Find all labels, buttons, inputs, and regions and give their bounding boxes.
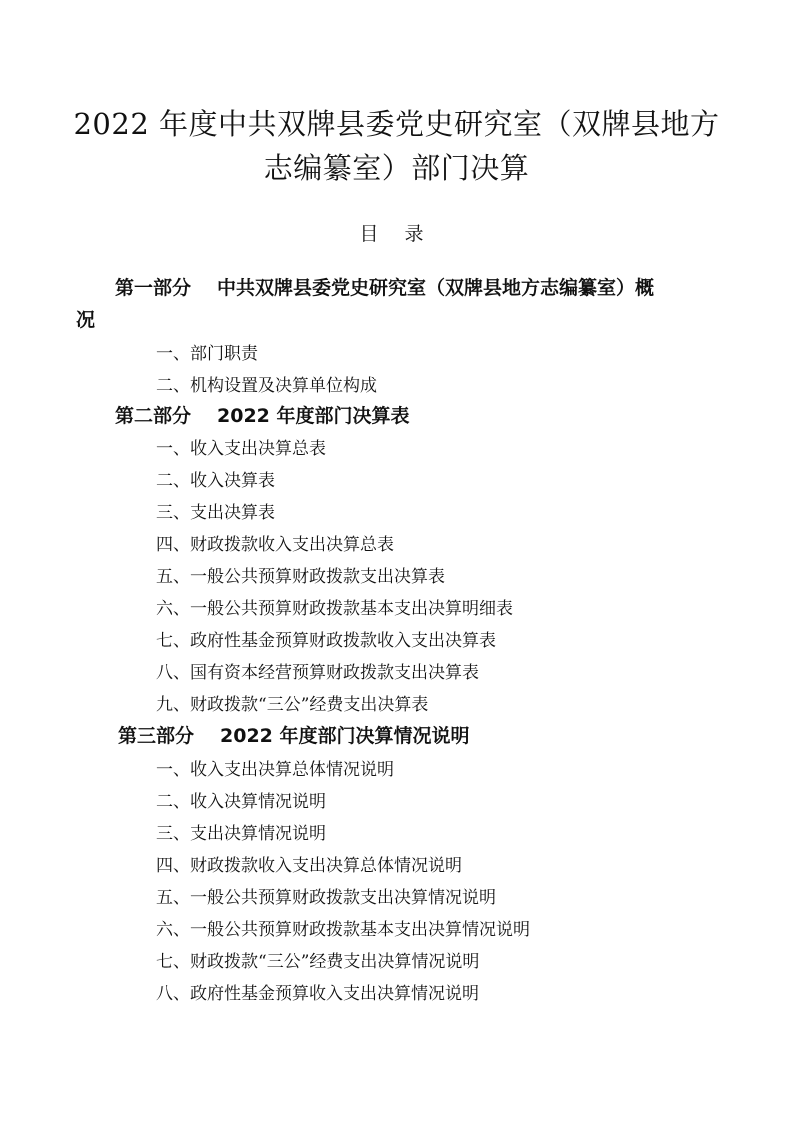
toc-item: 五、一般公共预算财政拨款支出决算情况说明 — [156, 888, 496, 908]
part-number: 第二部分 — [115, 405, 192, 427]
toc-part-2 — [115, 401, 410, 428]
toc-item: 二、收入决算情况说明 — [156, 792, 326, 812]
part-number: 第一部分 — [115, 277, 192, 299]
part-title: 中共双牌县委党史研究室（双牌县地方志编纂室）概 — [217, 277, 655, 299]
part-number: 第三部分 — [118, 725, 195, 747]
toc-item: 三、支出决算表 — [156, 503, 275, 523]
toc-item: 九、财政拨款“三公”经费支出决算表 — [156, 695, 429, 715]
toc-item: 七、政府性基金预算财政拨款收入支出决算表 — [156, 631, 496, 651]
toc-heading: 目 录 — [359, 223, 434, 245]
toc-item: 一、部门职责 — [156, 344, 258, 364]
toc-item: 五、一般公共预算财政拨款支出决算表 — [156, 567, 445, 587]
toc-part-3 — [118, 721, 470, 748]
part-title: 2022 年度部门决算表 — [217, 405, 410, 427]
toc-item: 三、支出决算情况说明 — [156, 824, 326, 844]
toc-item: 二、收入决算表 — [156, 471, 275, 491]
toc-item: 一、收入支出决算总体情况说明 — [156, 760, 394, 780]
toc-part-1 — [115, 273, 654, 300]
toc-item: 二、机构设置及决算单位构成 — [156, 376, 377, 396]
toc-item: 八、政府性基金预算收入支出决算情况说明 — [156, 984, 479, 1004]
part-title: 2022 年度部门决算情况说明 — [220, 725, 470, 747]
toc-item: 八、国有资本经营预算财政拨款支出决算表 — [156, 663, 479, 683]
document-title-line-1: 2022 年度中共双牌县委党史研究室（双牌县地方 — [73, 107, 720, 141]
toc-part-1-wrap: 况 — [76, 309, 96, 331]
toc-item: 四、财政拨款收入支出决算总体情况说明 — [156, 856, 462, 876]
toc-item: 四、财政拨款收入支出决算总表 — [156, 535, 394, 555]
toc-item: 七、财政拨款“三公”经费支出决算情况说明 — [156, 952, 480, 972]
toc-item: 六、一般公共预算财政拨款基本支出决算情况说明 — [156, 920, 530, 940]
toc-item: 一、收入支出决算总表 — [156, 439, 326, 459]
toc-item: 六、一般公共预算财政拨款基本支出决算明细表 — [156, 599, 513, 619]
document-title-line-2: 志编纂室）部门决算 — [263, 151, 530, 185]
